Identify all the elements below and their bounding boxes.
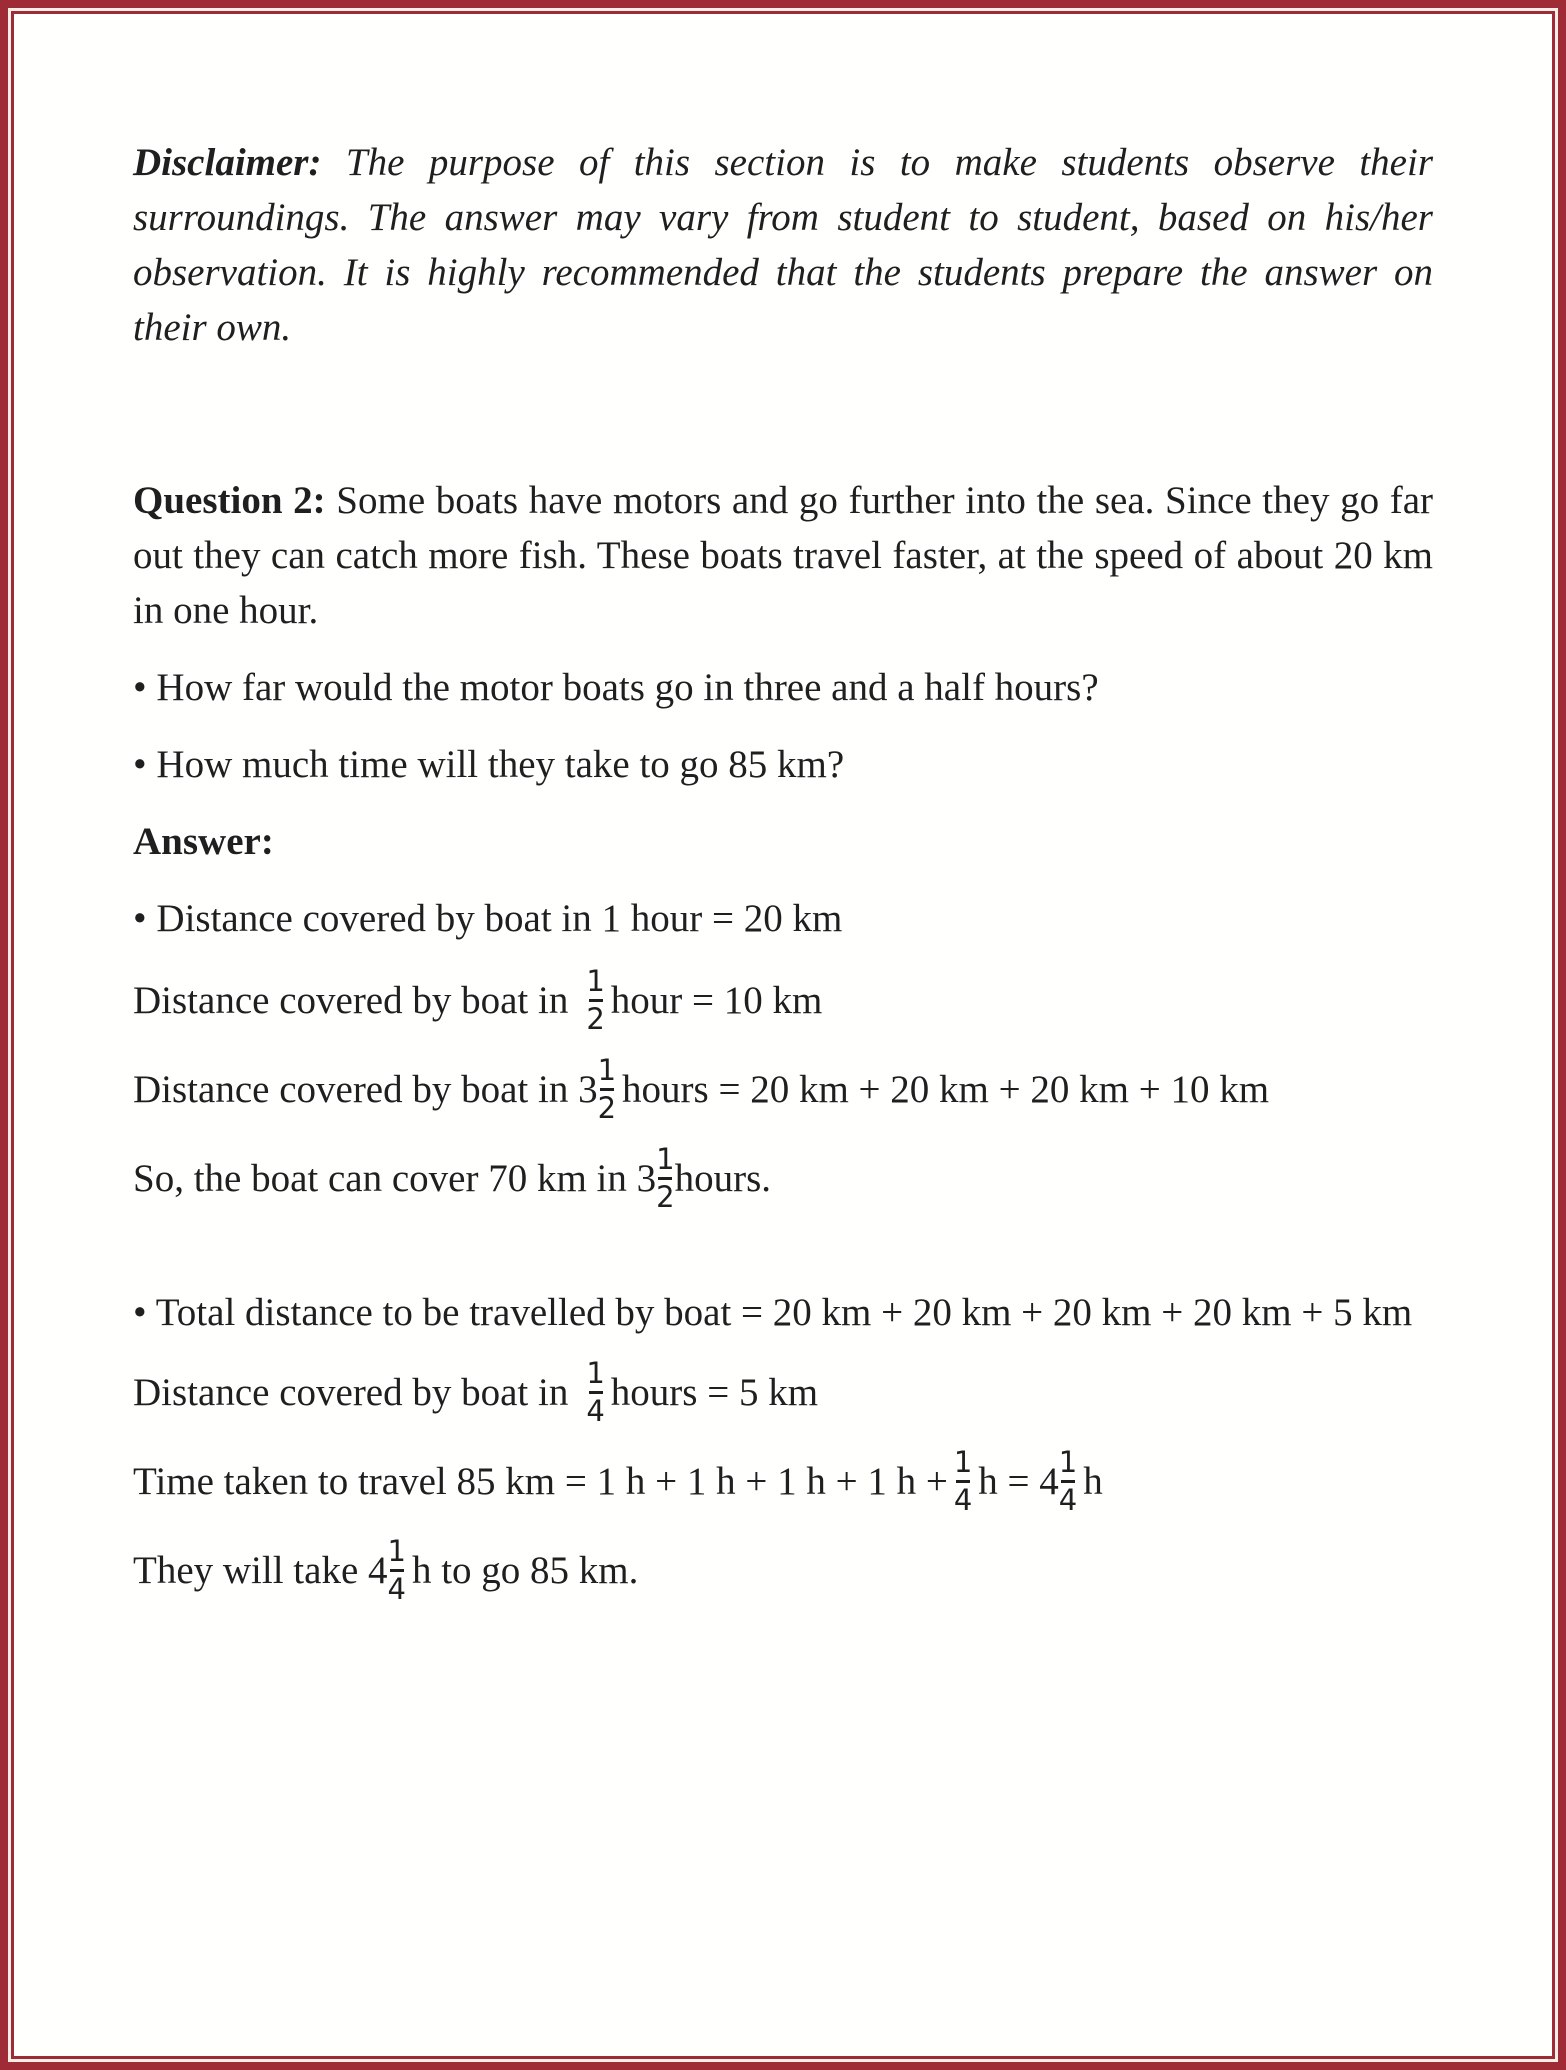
fraction [586, 966, 604, 1035]
answer-part1-line2 [133, 966, 1433, 1035]
disclaimer-text: The purpose of this section is to make students observe their surroundings. The answer may vary from student to student, based on his/her observation. It is highly recommended that the students prepare the answer on their own. [133, 141, 1433, 349]
fraction-numerator: 1 [1058, 1445, 1078, 1479]
fraction [586, 1358, 604, 1427]
answer-part2-line1: • Total distance to be travelled by boat = 20 km + 20 km + 20 km + 20 km + 5 km [133, 1291, 1413, 1334]
answer-label: Answer: [133, 820, 274, 863]
fraction-numerator: 1 [387, 1534, 406, 1568]
disclaimer-paragraph [133, 135, 1433, 355]
fraction-denominator: 2 [597, 1091, 617, 1125]
fraction-denominator: 2 [586, 1002, 605, 1036]
answer-part1-line4 [133, 1144, 1433, 1213]
question-bullet-1: • How far would the motor boats go in three and a half hours? [133, 666, 1099, 709]
fraction [598, 1055, 616, 1124]
fraction-denominator: 4 [387, 1572, 406, 1606]
fraction-numerator: 1 [586, 964, 605, 998]
fraction [1059, 1447, 1077, 1516]
answer-part2-line4 [133, 1536, 1433, 1605]
fraction [954, 1447, 972, 1516]
line-text: Distance covered by boat in [133, 979, 569, 1022]
answer-part1-line3 [133, 1055, 1433, 1124]
line-text: hours. [674, 1157, 772, 1200]
fraction-numerator: 1 [953, 1445, 973, 1479]
question-paragraph [133, 473, 1433, 638]
fraction-denominator: 2 [656, 1180, 675, 1214]
line-text: They will take 4 [133, 1549, 388, 1592]
line-text: h [1083, 1460, 1103, 1503]
line-text: Time taken to travel 85 km = 1 h + 1 h + 1 h + 1 h + [133, 1460, 948, 1503]
fraction-denominator: 4 [953, 1483, 973, 1517]
document-content [133, 135, 1433, 1605]
fraction-numerator: 1 [597, 1053, 617, 1087]
question-text: Some boats have motors and go further into the sea. Since they go far out they can catch more fish. These boats travel faster, at the speed of about 20 km in one hour. [133, 479, 1433, 632]
fraction [656, 1144, 674, 1213]
line-text: h to go 85 km. [411, 1549, 639, 1592]
answer-part2-line3 [133, 1447, 1433, 1516]
disclaimer-label: Disclaimer: [133, 141, 322, 184]
line-text: hours = 5 km [610, 1371, 819, 1414]
line-text: Distance covered by boat in [133, 1371, 569, 1414]
line-text: Distance covered by boat in 3 [133, 1068, 598, 1111]
answer-part2-line2 [133, 1358, 1433, 1427]
line-text: h = 4 [978, 1460, 1059, 1503]
fraction-numerator: 1 [586, 1356, 605, 1390]
answer-part1-line1: • Distance covered by boat in 1 hour = 20 km [133, 897, 843, 940]
line-text: hour = 10 km [610, 979, 823, 1022]
question-label: Question 2: [133, 479, 326, 522]
fraction-denominator: 4 [1058, 1483, 1078, 1517]
line-text: hours = 20 km + 20 km + 20 km + 10 km [622, 1068, 1270, 1111]
line-text: So, the boat can cover 70 km in 3 [133, 1157, 657, 1200]
fraction-numerator: 1 [656, 1142, 675, 1176]
fraction [388, 1536, 406, 1605]
fraction-denominator: 4 [586, 1394, 605, 1428]
question-bullet-2: • How much time will they take to go 85 km? [133, 743, 845, 786]
